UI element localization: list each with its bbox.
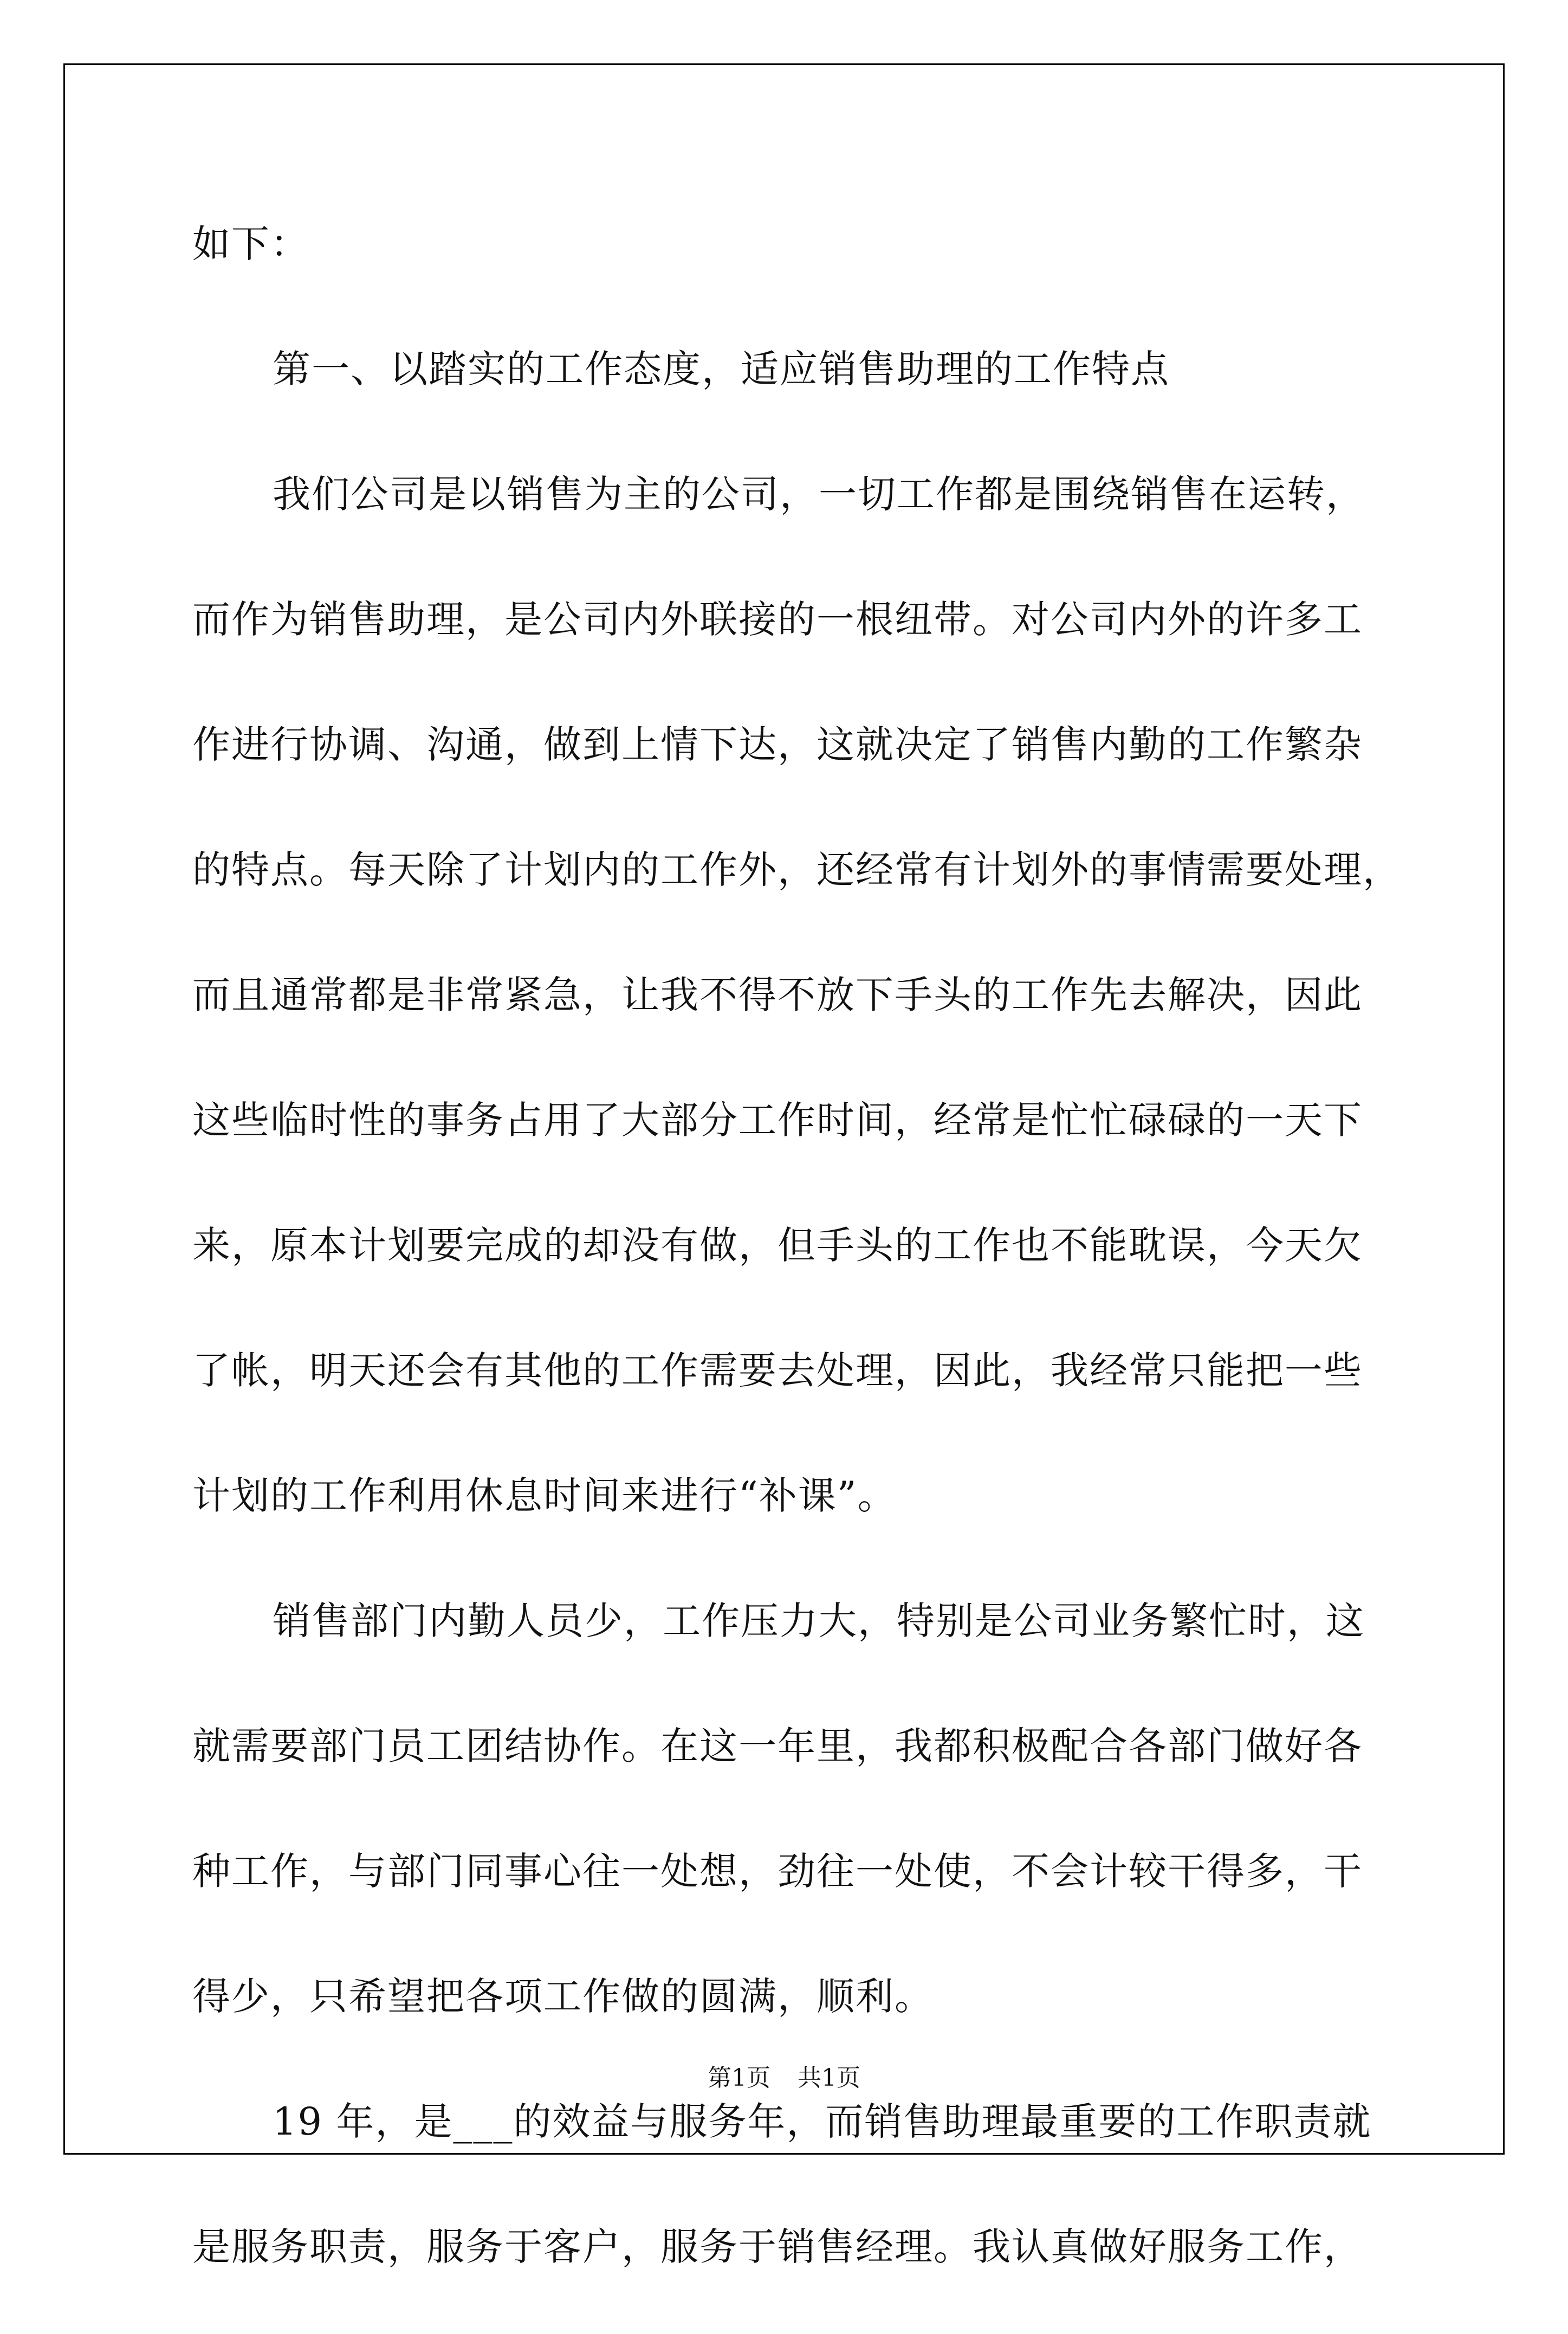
text-line: 了帐，明天还会有其他的工作需要去处理，因此，我经常只能把一些 bbox=[192, 1348, 1363, 1393]
text-line: 我们公司是以销售为主的公司，一切工作都是围绕销售在运转， bbox=[273, 472, 1365, 516]
document-body bbox=[192, 206, 1406, 2334]
text-line: 得少，只希望把各项工作做的圆满，顺利。 bbox=[192, 1974, 934, 2019]
page-number: 第1页 bbox=[708, 2064, 770, 2092]
text-line: 种工作，与部门同事心往一处想，劲往一处使，不会计较干得多，干 bbox=[192, 1849, 1363, 1893]
text-line: 就需要部门员工团结协作。在这一年里，我都积极配合各部门做好各 bbox=[192, 1724, 1363, 1768]
text-line: 来，原本计划要完成的却没有做，但手头的工作也不能耽误，今天欠 bbox=[192, 1223, 1363, 1268]
text-line: 如下： bbox=[192, 222, 309, 266]
page-total: 共1页 bbox=[798, 2064, 860, 2092]
text-line: 销售部门内勤人员少，工作压力大，特别是公司业务繁忙时，这 bbox=[273, 1599, 1365, 1643]
text-line: 19 年，是___的效益与服务年，而销售助理最重要的工作职责就 bbox=[273, 2099, 1372, 2144]
text-line: 这些临时性的事务占用了大部分工作时间，经常是忙忙碌碌的一天下 bbox=[192, 1098, 1363, 1142]
text-line: 的特点。每天除了计划内的工作外，还经常有计划外的事情需要处理， bbox=[192, 848, 1402, 892]
text-line: 是服务职责，服务于客户，服务于销售经理。我认真做好服务工作， bbox=[192, 2225, 1363, 2269]
text-line: 作进行协调、沟通，做到上情下达，这就决定了销售内勤的工作繁杂 bbox=[192, 722, 1363, 767]
text-line: 而且通常都是非常紧急，让我不得不放下手头的工作先去解决，因此 bbox=[192, 973, 1363, 1017]
text-line: 计划的工作利用休息时间来进行“补课”。 bbox=[192, 1473, 897, 1518]
text-line: 第一、以踏实的工作态度，适应销售助理的工作特点 bbox=[273, 347, 1170, 391]
text-line: 而作为销售助理，是公司内外联接的一根纽带。对公司内外的许多工 bbox=[192, 597, 1363, 642]
page-footer bbox=[0, 2058, 1568, 2093]
